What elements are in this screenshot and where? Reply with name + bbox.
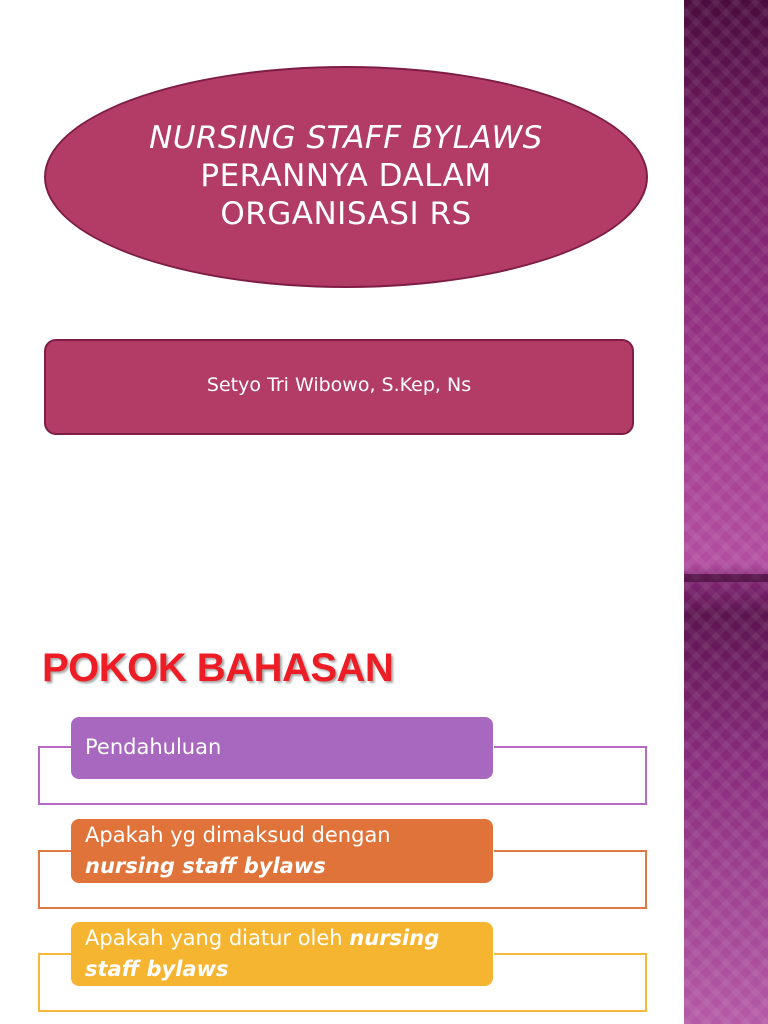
- list-item-pendahuluan: [71, 717, 493, 779]
- slide-divider: [684, 574, 768, 582]
- list-item-scope: [71, 922, 493, 986]
- list-item-definition: [71, 819, 493, 883]
- section-heading: POKOK BAHASAN: [42, 646, 394, 690]
- decorative-side-stripe: [684, 0, 768, 1024]
- list-item-text: Apakah yang diatur oleh: [85, 925, 350, 950]
- list-item-emphasis: nursing: [349, 925, 440, 950]
- author-box: [44, 339, 634, 435]
- title-line-3: ORGANISASI RS: [220, 195, 472, 232]
- title-line-2: PERANNYA DALAM: [200, 158, 492, 195]
- title-oval: [44, 66, 648, 288]
- title-line-1: NURSING STAFF BYLAWS: [149, 120, 543, 157]
- list-item-line-1: [85, 923, 479, 955]
- list-item-emphasis-line-2: staff bylaws: [85, 957, 229, 981]
- list-item-text: Apakah yg dimaksud dengan: [85, 822, 391, 847]
- author-name: Setyo Tri Wibowo, S.Kep, Ns: [206, 374, 472, 396]
- list-item-text: Pendahuluan: [85, 735, 222, 760]
- list-item-emphasis: nursing staff bylaws: [85, 854, 326, 878]
